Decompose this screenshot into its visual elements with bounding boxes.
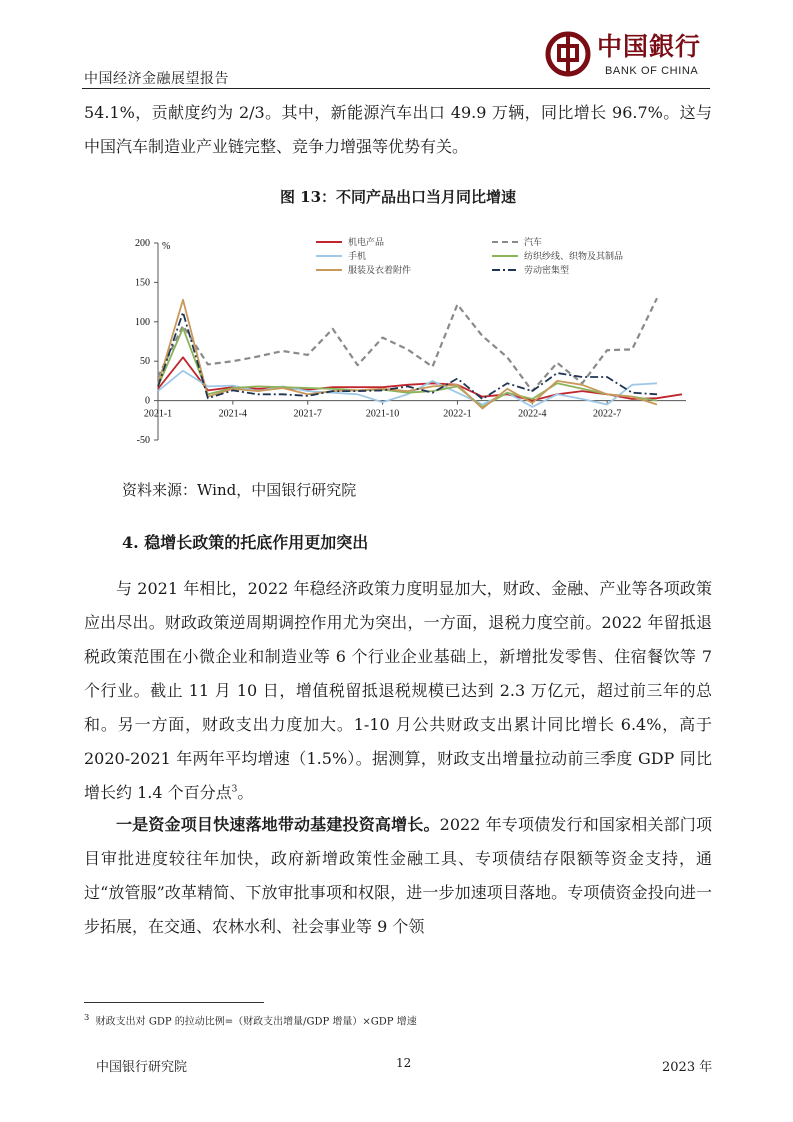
boc-emblem-icon (545, 31, 591, 77)
footnote (84, 1012, 417, 1027)
export-growth-chart (84, 228, 712, 452)
legend-label: 机电产品 (348, 238, 385, 248)
footnote-reference[interactable]: 3 (231, 784, 238, 795)
footer-year: 2023 年 (662, 1060, 713, 1075)
bank-logo (545, 27, 715, 87)
x-tick-label: 2022-4 (518, 408, 547, 420)
line-chart-svg (84, 228, 712, 452)
figure-source: 资料来源：Wind，中国银行研究院 (122, 481, 357, 499)
x-tick-label: 2021-10 (365, 408, 400, 420)
logo-english-name: BANK OF CHINA (605, 65, 699, 77)
report-title: 中国经济金融展望报告 (84, 71, 229, 87)
x-tick-label: 2022-7 (592, 408, 622, 420)
series-line-2 (158, 298, 657, 391)
y-tick-label: 200 (135, 238, 150, 249)
footer-organization: 中国银行研究院 (96, 1060, 188, 1075)
legend-label: 汽车 (524, 238, 543, 248)
y-tick-label: 100 (135, 316, 150, 328)
policy-paragraph-text: 与 2021 年相比，2022 年稳经济政策力度明显加大，财政、金融、产业等各项政策应出尽出。财政政策逆周期调控作用尤为突出，一方面，退税力度空前。2022 年留抵退税政策范围在小微企业和制造业等 6 个行业企业基础上，新增批发零售、住宿餐饮等 7 个行业。截止 11 月 10 日，增值税留抵退税规模已达到 2.3 万亿元，超过前三年的总和。另一方面，财政支出力度加大。1-10 月公共财政支出累计同比增长 6.4%，高于 2020-2021 年两年平均增速（1.5%）。据测算，财政支出增量拉动前三季度 GDP 同比增长约 1.4 个百分点 (84, 579, 712, 802)
y-tick-label: -50 (136, 435, 150, 446)
x-tick-label: 2021-7 (293, 408, 322, 420)
section-heading: 4. 稳增长政策的托底作用更加突出 (122, 533, 369, 552)
y-tick-label: 50 (140, 356, 150, 368)
policy-paragraph (84, 572, 712, 810)
infrastructure-lead: 一是资金项目快速落地带动基建投资高增长。 (116, 815, 440, 834)
legend-label: 纺织纱线、织物及其制品 (524, 252, 624, 262)
x-tick-label: 2022-1 (443, 408, 472, 420)
legend-label: 劳动密集型 (524, 266, 570, 276)
infrastructure-text: 2022 年专项债发行和国家相关部门项目审批进度较往年加快，政府新增政策性金融工具、专项债结存限额等资金支持，通过“放管服”改革精简、下放审批事项和权限，进一步加速项目落地。专项债资金投向进一步拓展，在交通、农林水利、社会事业等 9 个领 (84, 815, 712, 936)
x-tick-label: 2021-4 (218, 408, 248, 420)
y-tick-label: 0 (145, 395, 150, 407)
figure-title: 图 13：不同产品出口当月同比增速 (279, 188, 517, 206)
legend-label: 服装及衣着附件 (348, 266, 412, 276)
page-number: 12 (396, 1056, 412, 1070)
footnote-number: 3 (84, 1012, 90, 1022)
policy-paragraph-end: 。 (237, 783, 254, 802)
infrastructure-paragraph (84, 808, 712, 944)
intro-paragraph: 54.1%，贡献度约为 2/3。其中，新能源汽车出口 49.9 万辆，同比增长 96.7%。这与中国汽车制造业产业链完整、竞争力增强等优势有关。 (84, 103, 712, 156)
y-tick-label: 150 (135, 277, 150, 289)
y-axis-unit: % (162, 241, 171, 252)
legend-label: 手机 (348, 252, 367, 262)
x-tick-label: 2021-1 (143, 408, 173, 420)
footnote-text: 财政支出对 GDP 的拉动比例=（财政支出增量/GDP 增量）×GDP 增速 (95, 1016, 417, 1028)
footnote-divider (84, 1002, 264, 1003)
header-divider (82, 88, 710, 89)
logo-chinese-name: 中国銀行 (597, 32, 702, 61)
